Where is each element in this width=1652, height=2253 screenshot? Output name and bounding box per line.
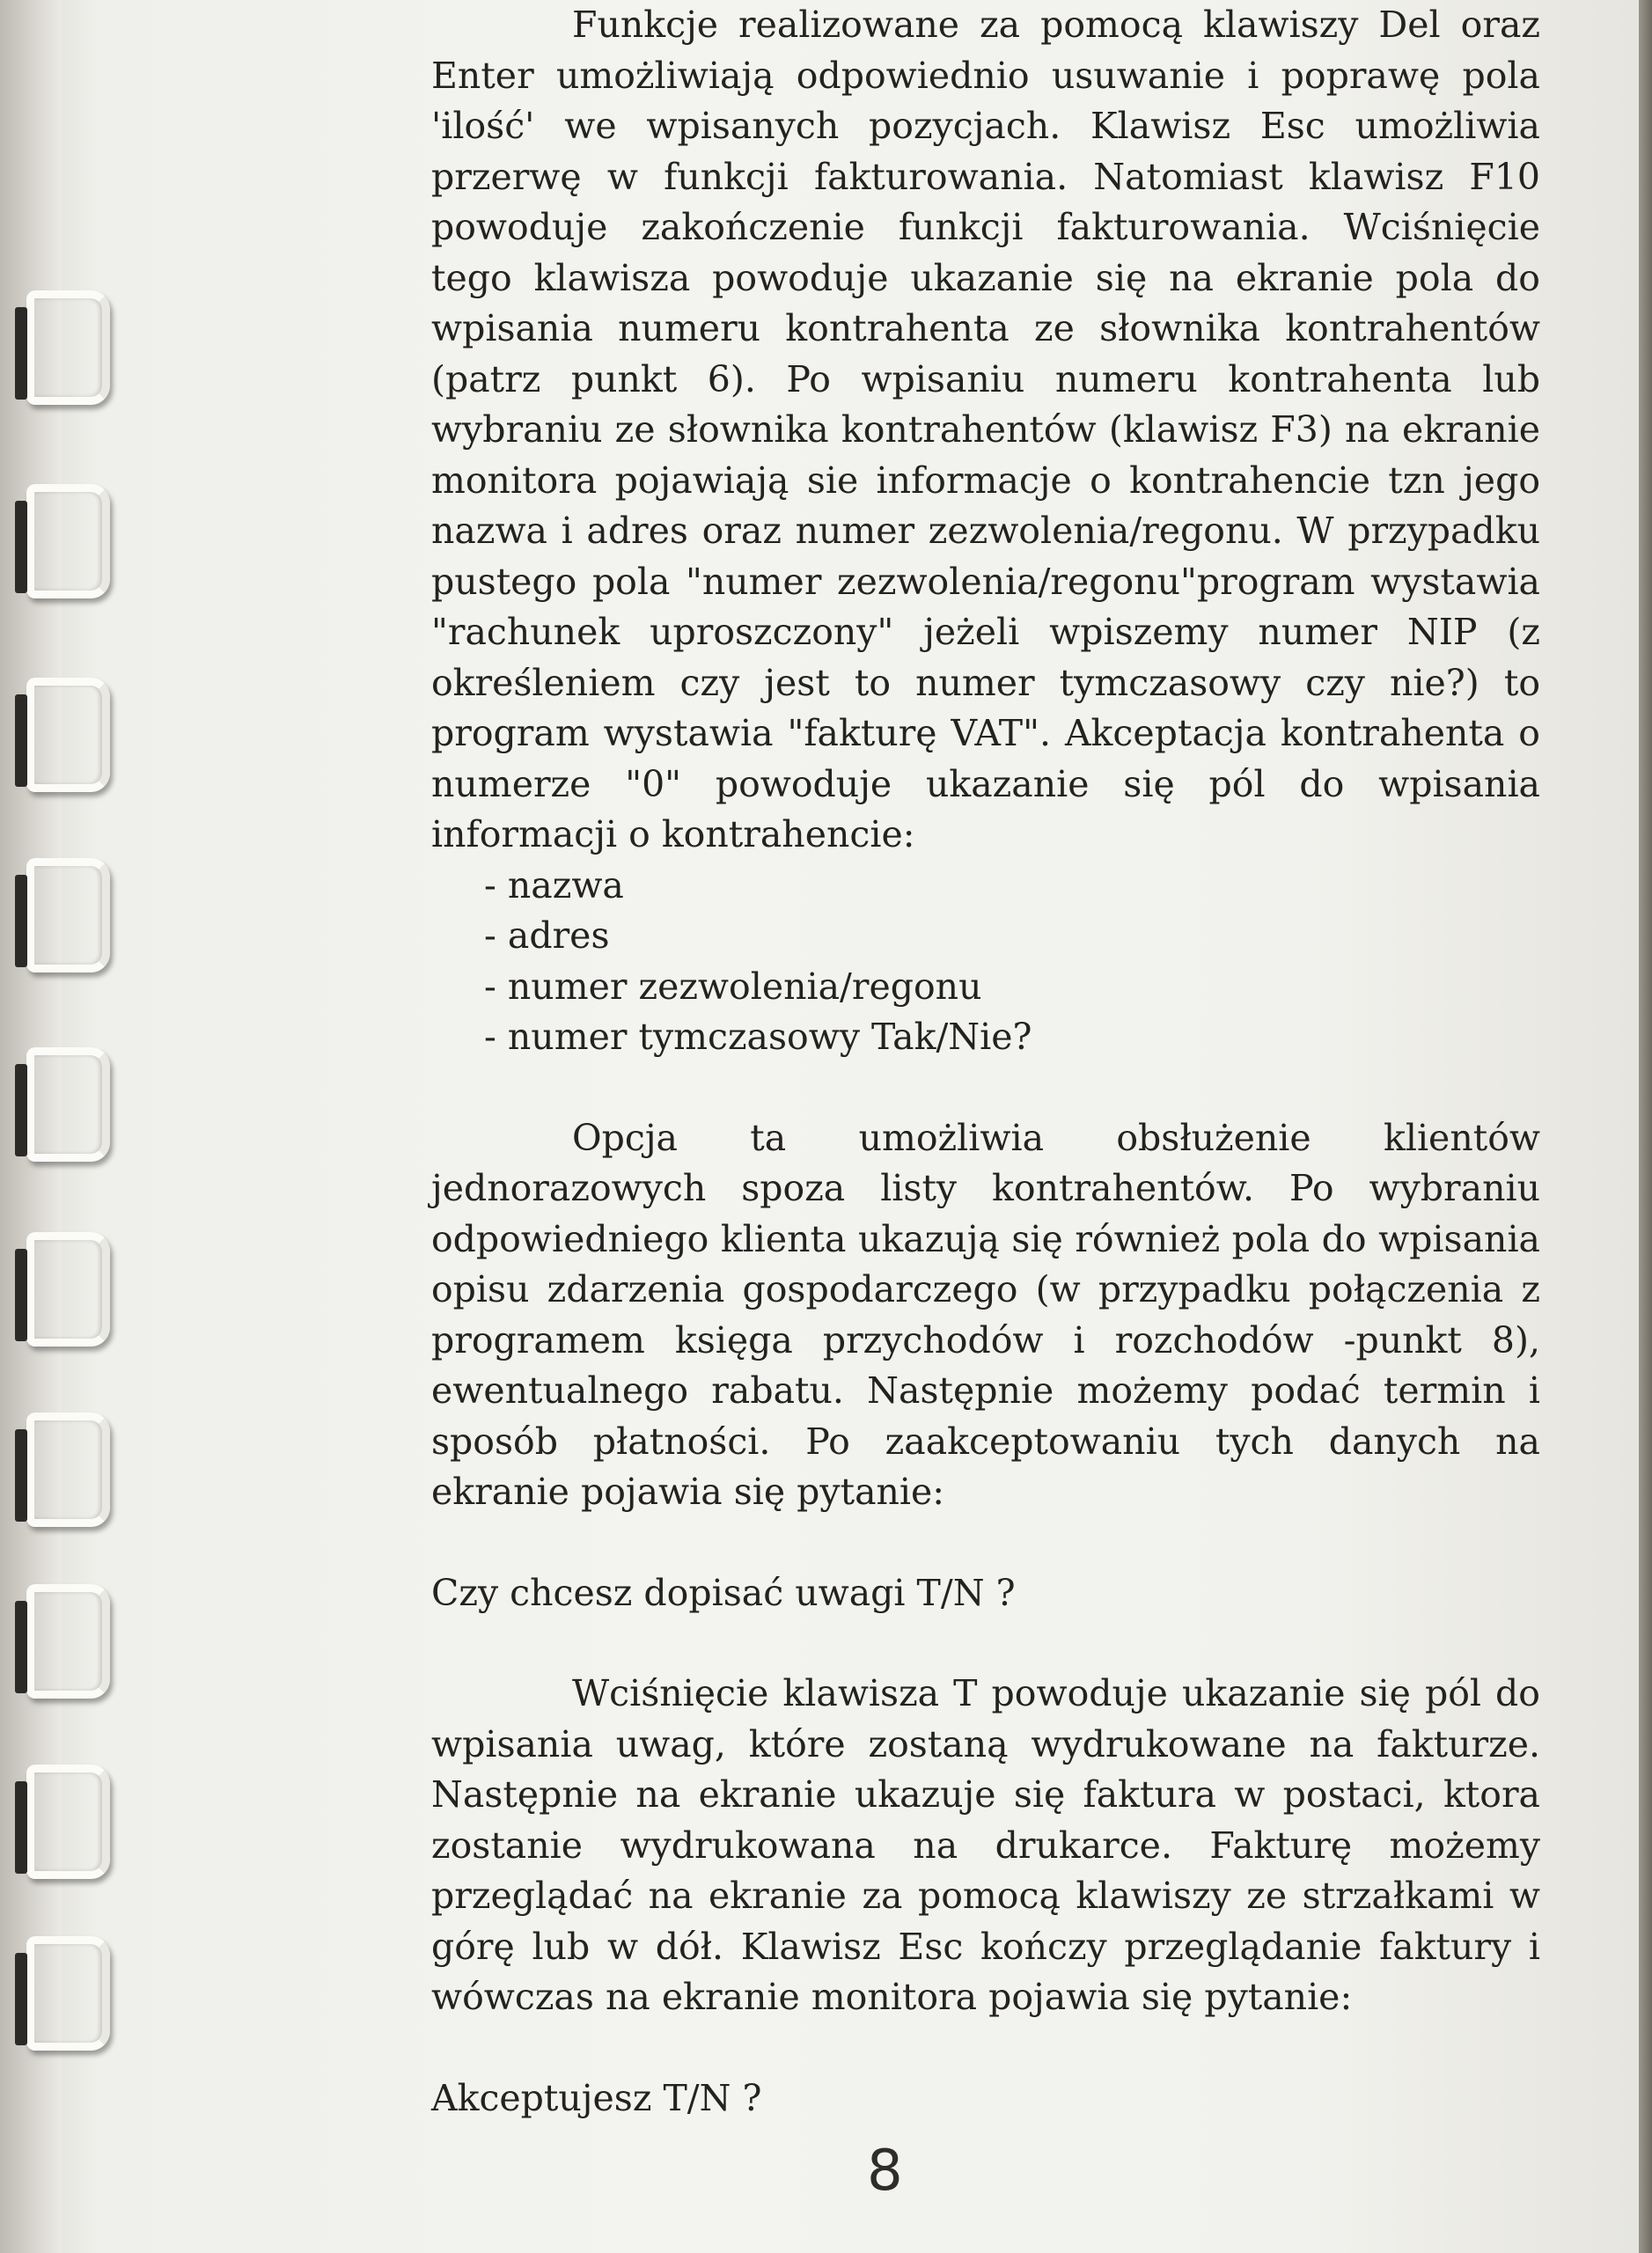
binding-ring bbox=[26, 1232, 110, 1347]
binding-ring bbox=[26, 1765, 110, 1879]
binding-ring bbox=[26, 484, 110, 598]
binding-ring bbox=[26, 1047, 110, 1162]
list-item: - numer zezwolenia/regonu bbox=[484, 965, 982, 1008]
binding-ring bbox=[26, 678, 110, 792]
binding-ring bbox=[26, 858, 110, 972]
question-accept: Akceptujesz T/N ? bbox=[431, 2076, 762, 2119]
page-edge bbox=[1639, 0, 1652, 2253]
question-notes: Czy chcesz dopisać uwagi T/N ? bbox=[431, 1571, 1016, 1614]
page-number: 8 bbox=[867, 2139, 903, 2204]
spacer bbox=[431, 1518, 1540, 1568]
contractor-fields-list bbox=[431, 861, 1540, 1063]
list-item: - numer tymczasowy Tak/Nie? bbox=[484, 1016, 1032, 1058]
paragraph-uwagi: Wciśnięcie klawisza T powoduje ukazanie się pól do wpisania uwag, które zostaną wydrukowane na fakturze. Następnie na ekranie ukazuje się faktura w postaci, ktora zostanie wydrukowana na drukarce. Fakturę możemy przeglądać na ekranie za pomocą klawiszy ze strzałkami w górę lub w dół. Klawisz Esc kończy przeglądanie faktury i wówczas na ekranie monitora pojawia się pytanie: bbox=[431, 1672, 1540, 2018]
binding-ring bbox=[26, 1936, 110, 2051]
binding-ring bbox=[26, 1584, 110, 1699]
list-item: - adres bbox=[484, 914, 610, 957]
binding-ring bbox=[26, 290, 110, 405]
paragraph-fakturowanie: Funkcje realizowane za pomocą klawiszy Del oraz Enter umożliwiają odpowiednio usuwanie i poprawę pola 'ilość' we wpisanych pozycjach. Klawisz Esc umożliwia przerwę w funkcji fakturowania. Natomiast klawisz F10 powoduje zakończenie funkcji fakturowania. Wciśnięcie tego klawisza powoduje ukazanie się na ekranie pola do wpisania numeru kontrahenta ze słownika kontrahentów (patrz punkt 6). Po wpisaniu numeru kontrahenta lub wybraniu ze słownika kontrahentów (klawisz F3) na ekranie monitora pojawiają sie informacje o kontrahencie tzn jego nazwa i adres oraz numer zezwolenia/regonu. W przypadku pustego pola "numer zezwolenia/regonu"program wystawia "rachunek uproszczony" jeżeli wpiszemy numer NIP (z określeniem czy jest to numer tymczasowy czy nie?) to program wystawia "fakturę VAT". Akceptacja kontrahenta o numerze "0" powoduje ukazanie się pól do wpisania informacji o kontrahencie: bbox=[431, 4, 1540, 855]
spacer bbox=[431, 1063, 1540, 1113]
spacer bbox=[431, 1618, 1540, 1669]
body-text bbox=[431, 0, 1540, 2124]
paragraph-klienci-jednorazowi: Opcja ta umożliwia obsłużenie klientów jednorazowych spoza listy kontrahentów. Po wybraniu odpowiedniego klienta ukazują się również pola do wpisania opisu zdarzenia gospodarczego (w przypadku połączenia z programem księga przychodów i rozchodów -punkt 8), ewentualnego rabatu. Następnie możemy podać termin i sposób płatności. Po zaakceptowaniu tych danych na ekranie pojawia się pytanie: bbox=[431, 1116, 1540, 1513]
spacer bbox=[431, 2023, 1540, 2073]
binding-ring bbox=[26, 1413, 110, 1527]
list-item: - nazwa bbox=[484, 863, 624, 906]
